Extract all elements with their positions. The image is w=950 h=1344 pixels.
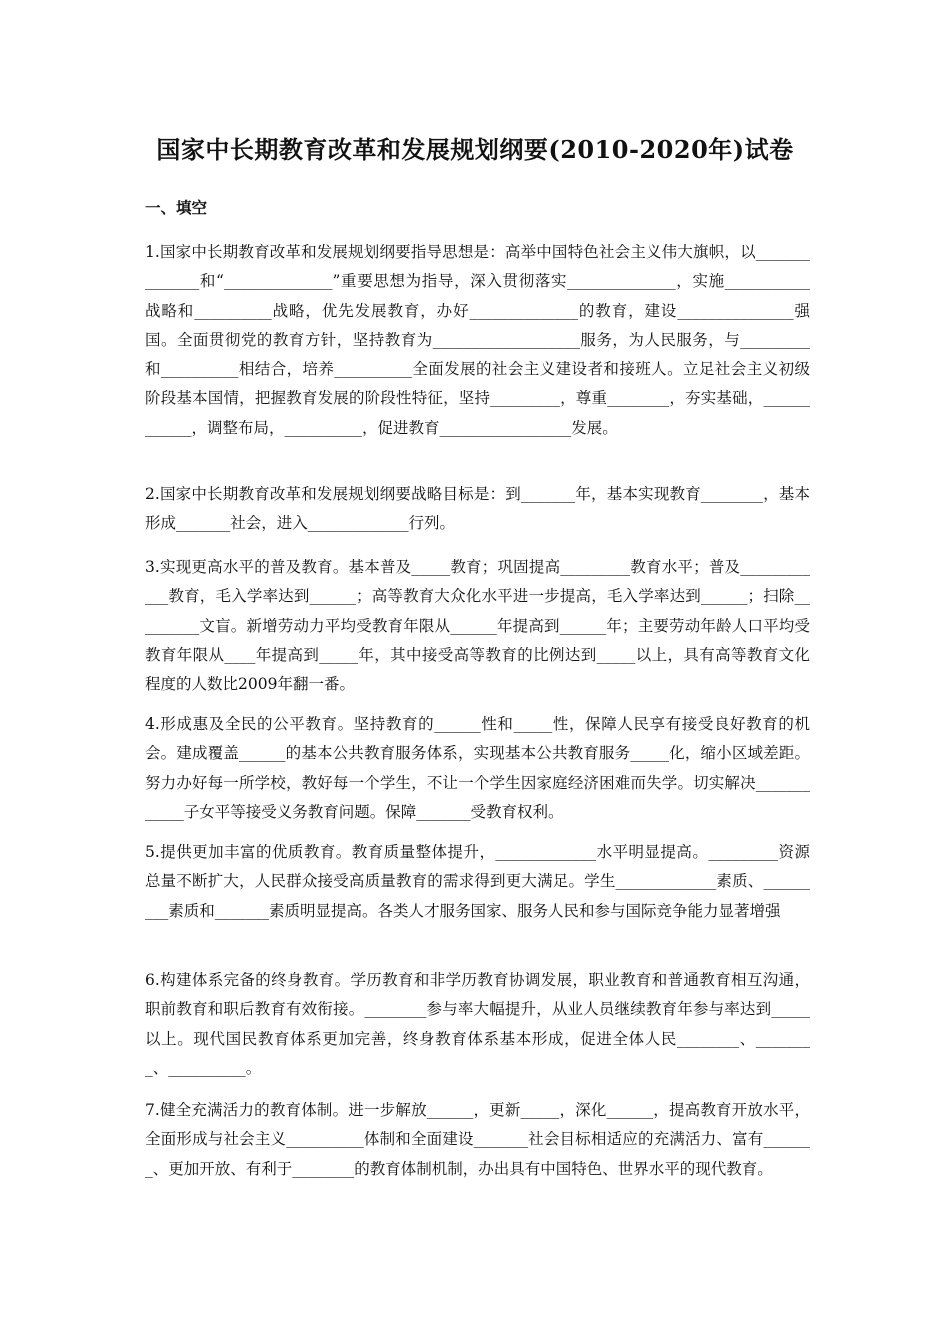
- question-1: 1.国家中长期教育改革和发展规划纲要指导思想是：高举中国特色社会主义伟大旗帜，以______________和“______________”重要思想为指导，深入贯彻落实______________，实施___________战略和__________战略，优先发展教育，办好______________的教育，建设_______________强国。全面贯彻党的教育方针，坚持教育为___________________服务，为人民服务，与_________和__________相结合，培养__________全面发展的社会主义建设者和接班人。立足社会主义初级阶段基本国情，把握教育发展的阶段性特征，坚持_________，尊重________，夯实基础，____________，调整布局，__________，促进教育_________________发展。: [145, 243, 810, 437]
- page-title: 国家中长期教育改革和发展规划纲要(2010-2020年)试卷: [156, 135, 794, 164]
- question-5: 5.提供更加丰富的优质教育。教育质量整体提升，_____________水平明显提高。_________资源总量不断扩大，人民群众接受高质量教育的需求得到更大满足。学生_____________素质、_________素质和_______素质明显提高。各类人才服务国家、服务人民和参与国际竞争能力显著增强: [145, 843, 810, 920]
- question-4: 4.形成惠及全民的公平教育。坚持教育的______性和_____性，保障人民享有接受良好教育的机会。建成覆盖______的基本公共教育服务体系，实现基本公共教育服务_____化，缩小区域差距。努力办好每一所学校，教好每一个学生，不让一个学生因家庭经济困难而失学。切实解决____________子女平等接受义务教育问题。保障_______受教育权利。: [145, 715, 810, 821]
- question-7: 7.健全充满活力的教育体制。进一步解放______，更新_____，深化______，提高教育开放水平，全面形成与社会主义__________体制和全面建设_______社会目标相适应的充满活力、富有_______、更加开放、有利于________的教育体制机制，办出具有中国特色、世界水平的现代教育。: [145, 1101, 810, 1178]
- question-3: 3.实现更高水平的普及教育。基本普及_____教育；巩固提高_________教育水平；普及____________教育，毛入学率达到______；高等教育大众化水平进一步提高，毛入学率达到______；扫除_________文盲。新增劳动力平均受教育年限从______年提高到______年；主要劳动年龄人口平均受教育年限从____年提高到_____年，其中接受高等教育的比例达到_____以上，具有高等教育文化程度的人数比2009年翻一番。: [145, 558, 810, 694]
- question-2: 2.国家中长期教育改革和发展规划纲要战略目标是：到_______年，基本实现教育________，基本形成_______社会，进入_____________行列。: [145, 485, 810, 533]
- question-6: 6.构建体系完备的终身教育。学历教育和非学历教育协调发展，职业教育和普通教育相互沟通，职前教育和职后教育有效衔接。________参与率大幅提升，从业人员继续教育年参与率达到_____以上。现代国民教育体系更加完善，终身教育体系基本形成，促进全体人民________、________、__________。: [145, 971, 810, 1077]
- section-heading: 一、填空: [145, 198, 208, 217]
